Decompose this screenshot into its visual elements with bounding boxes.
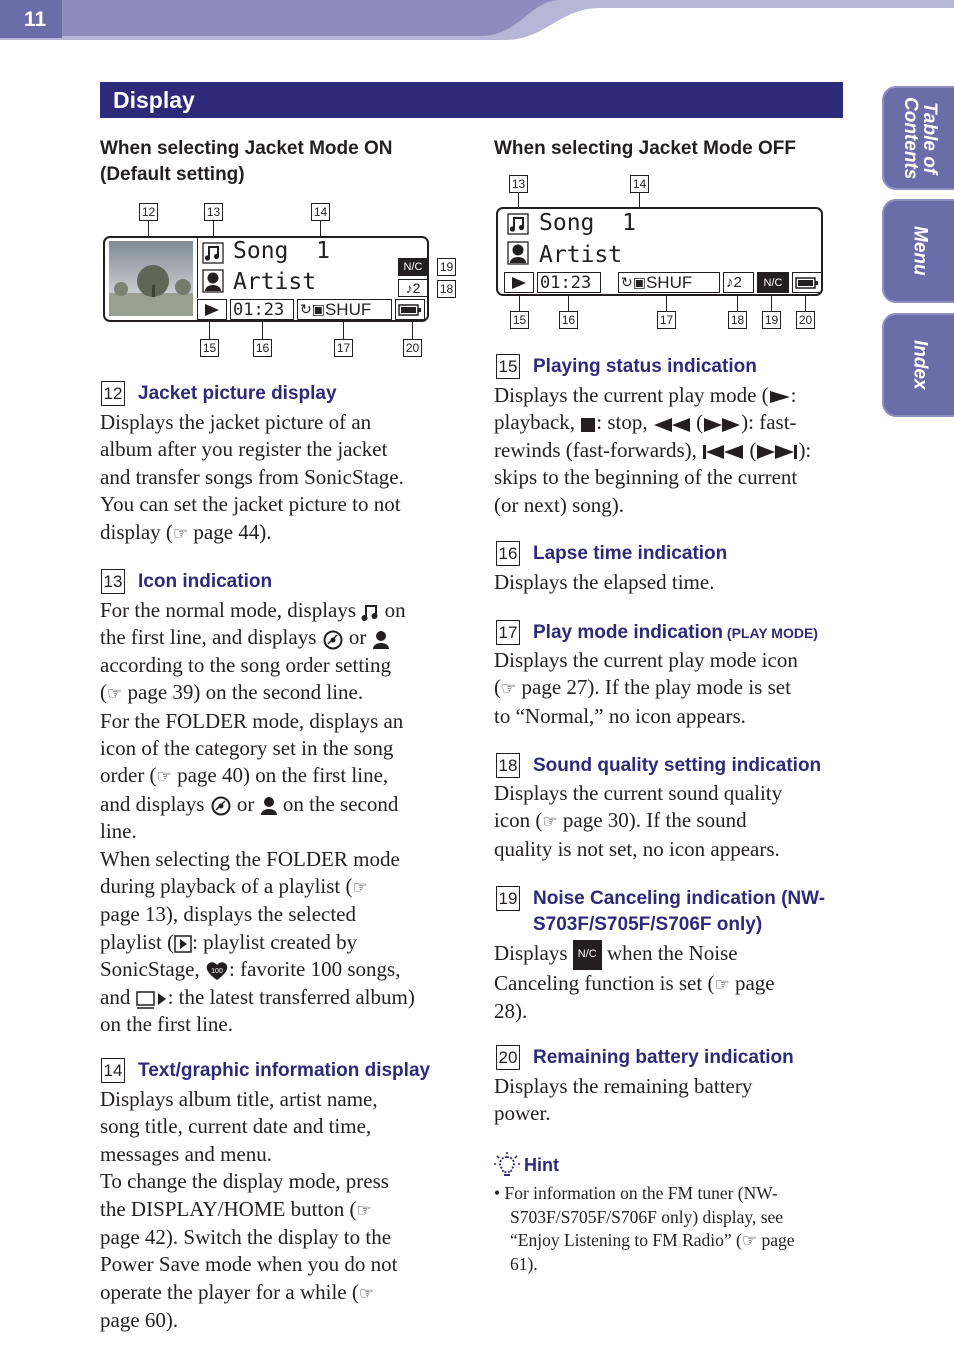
item-number: 20 xyxy=(496,1045,520,1070)
page-ref-icon: ☞ xyxy=(741,1231,758,1250)
body-line xyxy=(494,970,844,998)
noise-canceling-icon: N/C xyxy=(573,940,602,969)
text: on the second xyxy=(277,791,399,816)
eq-number: 2 xyxy=(412,280,421,296)
body-line xyxy=(100,762,460,790)
text: Displays the current play mode ( xyxy=(494,383,769,407)
entry-15-heading xyxy=(496,354,757,379)
callout-16: 16 xyxy=(559,311,578,329)
callout-13: 13 xyxy=(204,203,223,221)
eq-number: 2 xyxy=(733,274,742,291)
body-line: Displays the current play mode icon xyxy=(494,648,798,672)
battery-icon xyxy=(792,272,822,293)
hint-title: Hint xyxy=(524,1154,559,1175)
body-line: (or next) song). xyxy=(494,492,625,517)
text: or xyxy=(231,791,260,816)
callout-17: 17 xyxy=(657,311,676,329)
text: or xyxy=(343,625,372,650)
leader-line xyxy=(343,321,344,339)
body-line: Displays the remaining battery xyxy=(494,1074,753,1098)
status-bar xyxy=(504,272,822,293)
body-line xyxy=(100,597,460,624)
page-link[interactable]: page 60). xyxy=(100,1308,179,1333)
skip-back-icon xyxy=(702,444,744,460)
page-ref-icon: ☞ xyxy=(501,679,517,699)
text: and displays xyxy=(100,791,210,816)
body-line: on the first line. xyxy=(100,1012,233,1037)
body-line xyxy=(100,873,460,901)
text: operate the player for a while ( xyxy=(100,1279,359,1304)
text: playback, xyxy=(494,410,581,435)
title-line: Noise Canceling indication (NW- xyxy=(533,888,826,909)
page-ref-icon: ☞ xyxy=(107,684,123,704)
entry-title: Icon indication xyxy=(138,570,273,592)
lightbulb-icon xyxy=(494,1152,520,1178)
elapsed-time: 01:23 xyxy=(230,299,294,320)
music-note-icon xyxy=(201,241,225,265)
artist-name: Artist xyxy=(539,242,623,268)
body-line: quality is not set, no icon appears. xyxy=(494,836,780,861)
callout-19: 19 xyxy=(762,311,781,329)
hint-heading xyxy=(494,1152,559,1178)
item-number: 15 xyxy=(496,354,520,379)
body-line xyxy=(100,956,460,983)
page-ref-icon: ☞ xyxy=(542,812,558,832)
skip-forward-icon xyxy=(756,444,798,460)
body-line: Power Save mode when you do not xyxy=(100,1252,398,1277)
body-line: song title, current date and time, xyxy=(100,1114,372,1139)
entry-title xyxy=(533,886,825,938)
sound-quality-icon: ♪2 xyxy=(398,279,428,297)
body-line xyxy=(100,679,460,707)
text: the first line, and displays xyxy=(100,625,322,650)
body-line: You can set the jacket picture to not xyxy=(100,492,401,517)
folder-icon: ▣ xyxy=(632,274,646,290)
text: the DISPLAY/HOME button ( xyxy=(100,1196,357,1221)
body-line xyxy=(494,382,844,409)
item-number: 19 xyxy=(496,886,520,911)
page-link[interactable]: page 44). xyxy=(188,519,272,544)
callout-12: 12 xyxy=(139,203,158,221)
fast-forward-icon xyxy=(703,417,741,433)
page-link[interactable]: page 39) on the second line. xyxy=(122,680,364,705)
item-number: 17 xyxy=(496,620,520,645)
text: ): fast- xyxy=(741,410,797,435)
tab-label: Table of Contents xyxy=(900,96,940,180)
text: ): xyxy=(798,437,812,462)
hint-body xyxy=(494,1182,844,1276)
page-ref-icon: ☞ xyxy=(714,974,730,994)
callout-14: 14 xyxy=(630,175,649,193)
noise-canceling-icon: N/C xyxy=(757,272,789,293)
entry-title xyxy=(533,622,818,644)
text: : xyxy=(790,383,797,407)
page-ref-icon: ☞ xyxy=(156,767,172,787)
body-line xyxy=(494,807,844,835)
item-number: 16 xyxy=(496,541,520,566)
artist-icon xyxy=(506,240,530,266)
page-link[interactable]: page 40) on the first line, xyxy=(171,763,389,788)
status-bar xyxy=(197,299,425,320)
tab-label: Menu xyxy=(909,226,931,276)
leader-line xyxy=(771,295,772,311)
body-line: and transfer songs from SonicStage. xyxy=(100,464,404,489)
text: ( xyxy=(100,680,107,705)
body-line: line. xyxy=(100,819,137,844)
page-link[interactable]: page xyxy=(729,970,775,995)
entry-19-heading xyxy=(496,886,825,938)
page-ref-icon: ☞ xyxy=(358,1283,375,1303)
heart-100-icon xyxy=(205,961,229,981)
text: “Enjoy Listening to FM Radio” ( xyxy=(510,1230,742,1250)
entry-18-heading xyxy=(496,753,821,778)
playlist-icon xyxy=(174,935,192,953)
text: playlist ( xyxy=(100,929,175,954)
entry-14-body xyxy=(100,1086,450,1335)
entry-15-body xyxy=(494,382,844,519)
text: and xyxy=(100,984,136,1009)
text: : favorite 100 songs, xyxy=(229,957,401,982)
repeat-icon: ↻ xyxy=(300,301,312,317)
entry-title: Sound quality setting indication xyxy=(533,754,822,776)
jacket-off-heading: When selecting Jacket Mode OFF xyxy=(494,138,796,159)
body-line xyxy=(100,519,450,547)
body-line xyxy=(100,929,460,956)
rewind-icon xyxy=(653,417,691,433)
play-icon xyxy=(197,299,227,320)
title-suffix: (PLAY MODE) xyxy=(723,624,818,641)
entry-17-heading xyxy=(496,620,818,645)
leader-line xyxy=(805,295,806,311)
text: Displays xyxy=(494,941,573,965)
body-line: Displays album title, artist name, xyxy=(100,1087,378,1111)
play-mode-icon xyxy=(297,299,392,320)
jacket-picture xyxy=(109,241,193,316)
entry-title: Text/graphic information display xyxy=(138,1059,431,1081)
page-number: 11 xyxy=(24,8,47,31)
tab-table-of-contents[interactable] xyxy=(882,86,954,190)
text: ( xyxy=(494,675,501,700)
body-line xyxy=(100,624,460,651)
body-line xyxy=(494,409,844,436)
music-note-icon xyxy=(361,602,379,622)
entry-17-body xyxy=(494,647,844,730)
text: : playlist created by xyxy=(192,929,358,954)
page-link[interactable]: page 30). If the sound xyxy=(557,808,747,833)
body-line xyxy=(100,791,460,818)
svg-text:100: 100 xyxy=(211,968,223,976)
body-line: icon of the category set in the song xyxy=(100,736,394,761)
song-title: Song 1 xyxy=(233,238,330,264)
callout-19: 19 xyxy=(437,258,456,276)
text: : the latest transferred album) xyxy=(167,984,415,1009)
entry-title: Lapse time indication xyxy=(533,542,728,564)
entry-title: Jacket picture display xyxy=(138,382,337,404)
hint-line: S703F/S705F/S706F only) display, see xyxy=(510,1206,784,1227)
text: icon ( xyxy=(494,808,543,833)
text: display ( xyxy=(100,519,173,544)
latest-transfer-icon xyxy=(136,989,168,1009)
entry-12-body xyxy=(100,409,450,547)
body-line xyxy=(494,940,844,970)
page-ref-icon: ☞ xyxy=(352,878,368,898)
body-line: Displays the jacket picture of an xyxy=(100,410,372,434)
play-icon xyxy=(504,272,534,293)
artist-icon xyxy=(372,630,390,650)
sound-quality-icon: ♪ 2 xyxy=(723,272,754,293)
body-line: When selecting the FOLDER mode xyxy=(100,846,400,871)
text: rewinds (fast-forwards), xyxy=(494,437,703,462)
body-line: power. xyxy=(494,1101,551,1126)
lcd-screen-jacket-off xyxy=(496,207,823,296)
folder-icon: ▣ xyxy=(311,301,325,317)
music-note-icon xyxy=(506,212,530,236)
album-icon xyxy=(210,796,232,816)
body-line: according to the song order setting xyxy=(100,652,392,677)
page-link[interactable]: page 13), displays the selected xyxy=(100,902,356,927)
entry-13-heading xyxy=(101,569,272,594)
section-title: Display xyxy=(100,82,843,118)
text: Canceling function is set ( xyxy=(494,970,715,995)
text: For the normal mode, displays xyxy=(100,598,362,622)
artist-name: Artist xyxy=(233,269,317,295)
body-line: 28). xyxy=(494,999,528,1024)
callout-18: 18 xyxy=(437,280,456,298)
page-ref-icon: ☞ xyxy=(356,1200,372,1220)
noise-canceling-icon: N/C xyxy=(398,258,428,276)
header-band xyxy=(0,0,954,40)
body-line: messages and menu. xyxy=(100,1141,273,1166)
entry-14-heading xyxy=(101,1058,430,1083)
title-text: Play mode indication xyxy=(533,621,724,643)
page-ref-icon: ☞ xyxy=(172,523,189,543)
heading-line: When selecting Jacket Mode ON xyxy=(100,138,393,159)
entry-title: Playing status indication xyxy=(533,355,757,377)
battery-icon xyxy=(395,299,425,320)
body-line xyxy=(494,437,844,464)
page-link[interactable]: page 27). If the play mode is set xyxy=(516,675,791,700)
play-mode-icon xyxy=(618,272,720,293)
artist-icon xyxy=(201,268,225,294)
leader-line xyxy=(519,295,520,311)
body-line: album after you register the jacket xyxy=(100,437,388,462)
body-line xyxy=(100,984,460,1011)
body-line: For the FOLDER mode, displays an xyxy=(100,708,404,733)
leader-line xyxy=(262,321,263,339)
body-line: Displays the current sound quality xyxy=(494,781,783,805)
entry-16-heading xyxy=(496,541,727,566)
item-number: 13 xyxy=(101,569,125,594)
callout-15: 15 xyxy=(510,311,529,329)
callout-18: 18 xyxy=(728,311,747,329)
page-link[interactable]: page xyxy=(757,1230,795,1250)
text: order ( xyxy=(100,763,157,788)
repeat-icon: ↻ xyxy=(621,274,633,290)
hint-line: • For information on the FM tuner (NW- xyxy=(494,1183,778,1203)
lcd-screen-jacket-on xyxy=(103,236,429,322)
shuffle-label: SHUF xyxy=(324,299,372,319)
text: when the Noise xyxy=(601,941,738,965)
item-number: 14 xyxy=(101,1058,125,1083)
entry-20-heading xyxy=(496,1045,794,1070)
callout-20: 20 xyxy=(403,339,422,357)
text: ( xyxy=(744,437,757,462)
body-line xyxy=(100,1279,450,1307)
leader-line xyxy=(209,321,210,339)
song-title: Song 1 xyxy=(539,210,636,236)
leader-line xyxy=(412,321,413,339)
elapsed-time: 01:23 xyxy=(537,272,601,293)
tab-menu[interactable] xyxy=(882,199,954,303)
text: on xyxy=(379,598,406,622)
entry-19-body xyxy=(494,940,844,1026)
page-link[interactable]: page 42). Switch the display to the xyxy=(100,1225,392,1250)
hint-line: 61). xyxy=(510,1253,538,1274)
callout-17: 17 xyxy=(334,339,353,357)
text: : stop, xyxy=(596,410,653,435)
body-line: to “Normal,” no icon appears. xyxy=(494,703,746,728)
artist-icon xyxy=(260,796,278,816)
stop-icon xyxy=(580,417,596,433)
callout-20: 20 xyxy=(796,311,815,329)
shuffle-label: SHUF xyxy=(645,272,693,292)
leader-line xyxy=(666,295,667,311)
entry-20-body xyxy=(494,1073,844,1128)
callout-16: 16 xyxy=(253,339,272,357)
entry-title: Remaining battery indication xyxy=(533,1046,794,1068)
album-icon xyxy=(322,630,344,650)
callout-13: 13 xyxy=(509,175,528,193)
play-icon xyxy=(769,389,791,405)
heading-line: (Default setting) xyxy=(100,164,245,185)
title-line: S703F/S705F/S706F only) xyxy=(533,914,763,935)
text: ( xyxy=(690,410,704,435)
body-line xyxy=(494,674,844,702)
entry-16-body: Displays the elapsed time. xyxy=(494,570,715,594)
leader-line xyxy=(737,295,738,311)
callout-14: 14 xyxy=(311,203,330,221)
body-line: To change the display mode, press xyxy=(100,1169,389,1194)
entry-12-heading xyxy=(101,381,337,406)
tab-index[interactable] xyxy=(882,313,954,417)
leader-line xyxy=(568,295,569,311)
body-line: skips to the beginning of the current xyxy=(494,465,798,490)
jacket-on-heading xyxy=(100,136,392,188)
divider xyxy=(197,238,198,298)
text: during playback of a playlist ( xyxy=(100,874,353,899)
item-number: 18 xyxy=(496,753,520,778)
text: SonicStage, xyxy=(100,957,205,982)
hint-line xyxy=(494,1229,844,1253)
body-line xyxy=(100,1196,450,1224)
entry-13-body xyxy=(100,597,460,1039)
item-number: 12 xyxy=(101,381,125,406)
tab-label: Index xyxy=(909,340,931,390)
entry-18-body xyxy=(494,780,844,863)
callout-15: 15 xyxy=(200,339,219,357)
